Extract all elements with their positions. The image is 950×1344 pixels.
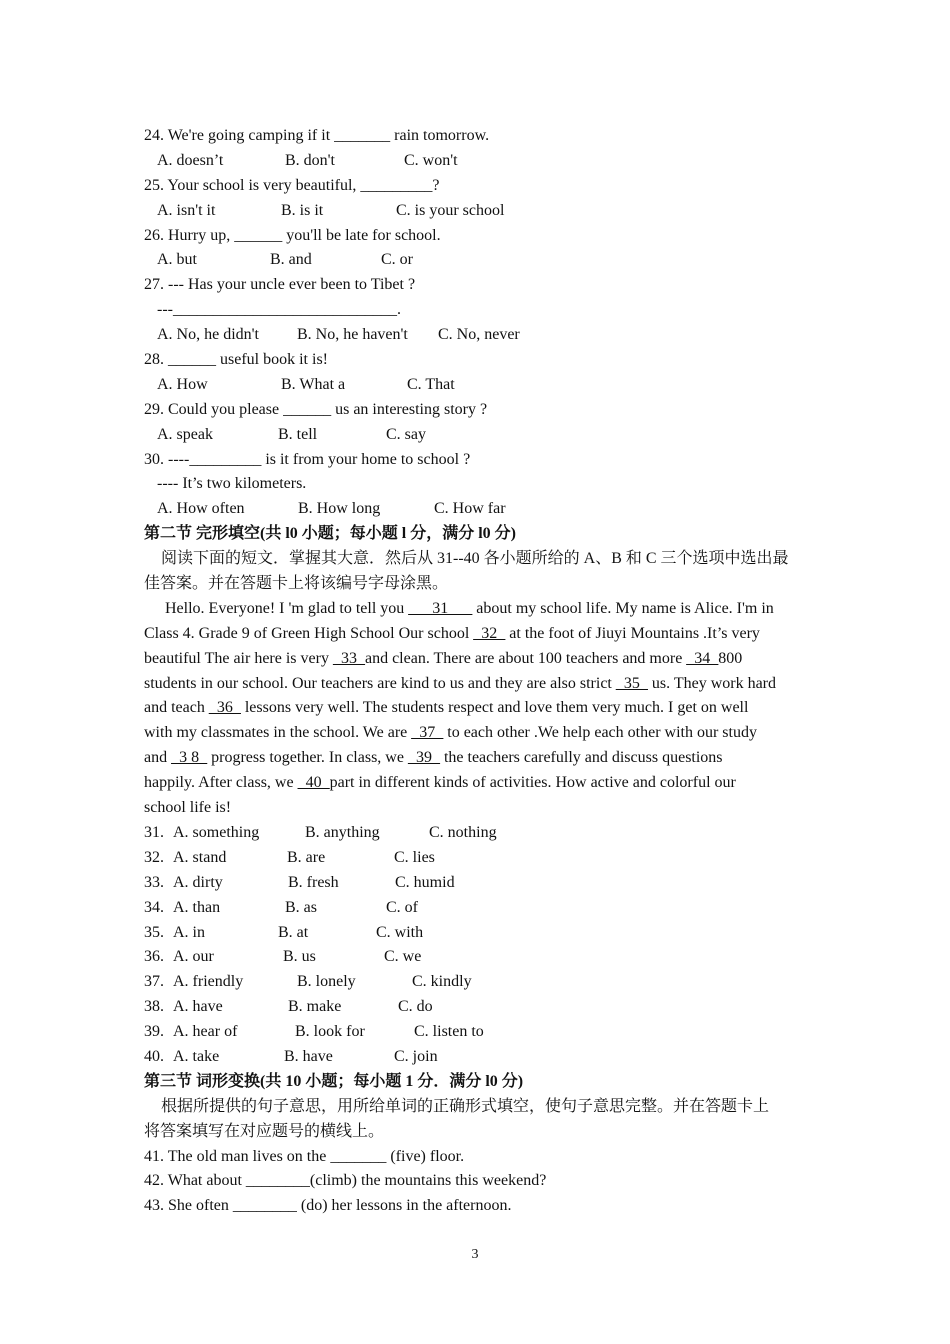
option-c: C. say — [386, 425, 426, 443]
option-b: B. What a — [281, 375, 346, 393]
option-a: A. isn't it — [157, 201, 216, 219]
option-c: C. lies — [394, 848, 435, 866]
option-number: 34. — [144, 898, 164, 916]
option-c: C. join — [394, 1047, 438, 1065]
option-number: 33. — [144, 873, 164, 891]
option-number: 32. — [144, 848, 164, 866]
option-number: 35. — [144, 923, 164, 941]
option-a: A. How — [157, 375, 208, 393]
question-26: 26. Hurry up, ______ you'll be late for school. — [144, 226, 441, 244]
section-3-instruction-cont: 将答案填写在对应题号的横线上。 — [144, 1122, 385, 1140]
option-b: B. have — [284, 1047, 333, 1065]
blank-35: _35_ — [615, 674, 648, 692]
option-c: C. No, never — [438, 326, 520, 344]
option-number: 38. — [144, 998, 164, 1016]
option-b: B. as — [285, 898, 317, 916]
option-b: B. tell — [278, 425, 318, 443]
option-c: C. listen to — [414, 1023, 484, 1041]
option-b: B. at — [278, 923, 309, 941]
passage-text: happily. After class, we — [144, 774, 298, 792]
passage-text: us. They work hard — [647, 674, 776, 692]
section-2-heading: 第二节 完形填空(共 l0 小题；每小题 l 分，满分 l0 分) — [144, 525, 516, 543]
passage-line: school life is! — [144, 799, 232, 817]
passage-text: to each other .We help each other with our study — [443, 724, 757, 742]
section-3-instruction: 根据所提供的句子意思，用所给单词的正确形式填空，使句子意思完整。并在答题卡上 — [161, 1097, 770, 1115]
option-a: A. take — [173, 1047, 220, 1065]
passage-line — [144, 746, 809, 771]
blank-40: _40_ — [297, 774, 330, 792]
cloze-options-36 — [144, 945, 809, 970]
option-number: 40. — [144, 1047, 164, 1065]
options-29 — [144, 423, 809, 448]
question-30: 30. ----_________ is it from your home to school ? — [144, 450, 471, 468]
passage-text: lessons very well. The students respect and love them very much. I get on well — [240, 699, 749, 717]
passage-line — [144, 696, 809, 721]
question-41: 41. The old man lives on the _______ (five) floor. — [144, 1147, 465, 1165]
option-c: C. kindly — [412, 973, 472, 991]
blank-39: _39_ — [407, 749, 440, 767]
passage-line — [144, 622, 809, 647]
option-number: 36. — [144, 948, 164, 966]
option-a: A. dirty — [173, 873, 223, 891]
option-b: B. anything — [305, 823, 380, 841]
option-b: B. fresh — [288, 873, 339, 891]
option-c: C. humid — [395, 873, 455, 891]
passage-line — [144, 771, 809, 796]
option-b: B. don't — [285, 151, 335, 169]
cloze-options-40 — [144, 1045, 809, 1070]
document-body — [144, 124, 809, 1219]
option-c: C. is your school — [396, 201, 505, 219]
question-25: 25. Your school is very beautiful, _________? — [144, 176, 440, 194]
passage-line — [144, 647, 809, 672]
cloze-options-33 — [144, 871, 809, 896]
option-a: A. doesn’t — [157, 151, 224, 169]
cloze-options-37 — [144, 970, 809, 995]
passage-text: Hello. Everyone! I 'm glad to tell you — [165, 599, 409, 617]
option-c: C. do — [398, 998, 433, 1016]
option-b: B. and — [270, 251, 312, 269]
page-number: 3 — [471, 1247, 479, 1262]
option-c: C. we — [384, 948, 422, 966]
blank-38: _3 8_ — [171, 749, 208, 767]
cloze-options-38 — [144, 995, 809, 1020]
blank-36: _36_ — [208, 699, 241, 717]
question-43: 43. She often ________ (do) her lessons in the afternoon. — [144, 1197, 512, 1215]
passage-text: and teach — [144, 699, 209, 717]
option-b: B. are — [287, 848, 326, 866]
option-c: C. of — [386, 898, 418, 916]
option-a: A. stand — [173, 848, 227, 866]
answer-line-27: ---____________________________. — [157, 301, 401, 319]
options-24 — [144, 149, 809, 174]
option-c: C. How far — [434, 500, 506, 518]
option-c: C. or — [381, 251, 413, 269]
option-b: B. No, he haven't — [297, 326, 408, 344]
options-26 — [144, 248, 809, 273]
option-a: A. than — [173, 898, 221, 916]
passage-line — [144, 672, 809, 697]
option-a: A. How often — [157, 500, 245, 518]
passage-text: the teachers carefully and discuss questions — [439, 749, 723, 767]
option-b: B. is it — [281, 201, 324, 219]
passage-text: part in different kinds of activities. How active and colorful our — [329, 774, 736, 792]
passage-text: about my school life. My name is Alice. I'm in — [472, 599, 774, 617]
cloze-options-32 — [144, 846, 809, 871]
option-c: C. That — [407, 375, 455, 393]
passage-text: 800 — [718, 649, 743, 667]
option-b: B. lonely — [297, 973, 356, 991]
question-24: 24. We're going camping if it _______ rain tomorrow. — [144, 127, 490, 144]
blank-34: _34_ — [686, 649, 719, 667]
option-b: B. look for — [295, 1023, 365, 1041]
option-a: A. friendly — [173, 973, 244, 991]
passage-text: beautiful The air here is very — [144, 649, 333, 667]
blank-31: ___31___ — [408, 599, 473, 617]
option-number: 37. — [144, 973, 164, 991]
answer-line-30: ---- It’s two kilometers. — [157, 475, 307, 493]
option-a: A. our — [173, 948, 214, 966]
option-a: A. in — [173, 923, 205, 941]
passage-text: and clean. There are about 100 teachers and more — [364, 649, 687, 667]
option-b: B. make — [288, 998, 342, 1016]
option-c: C. won't — [404, 151, 458, 169]
blank-32: _32_ — [473, 624, 506, 642]
option-number: 31. — [144, 823, 164, 841]
options-28 — [144, 373, 809, 398]
question-27: 27. --- Has your uncle ever been to Tibet ? — [144, 276, 416, 294]
cloze-options-39 — [144, 1020, 809, 1045]
blank-33: _33_ — [332, 649, 365, 667]
passage-text: and — [144, 749, 172, 767]
passage-text: with my classmates in the school. We are — [144, 724, 412, 742]
options-27 — [144, 323, 809, 348]
passage-text: progress together. In class, we — [207, 749, 408, 767]
option-c: C. with — [376, 923, 424, 941]
question-42: 42. What about ________(climb) the mountains this weekend? — [144, 1172, 547, 1190]
question-29: 29. Could you please ______ us an interesting story ? — [144, 400, 488, 418]
passage-text: Class 4. Grade 9 of Green High School Our school — [144, 624, 474, 642]
passage-text: at the foot of Jiuyi Mountains .It’s very — [505, 624, 760, 642]
option-a: A. something — [173, 823, 260, 841]
option-number: 39. — [144, 1023, 164, 1041]
option-a: A. hear of — [173, 1023, 238, 1041]
section-2-instruction: 阅读下面的短文．掌握其大意．然后从 31--40 各小题所给的 A、B 和 C 三个选项中选出最 — [161, 550, 789, 568]
section-2-instruction-cont: 佳答案。并在答题卡上将该编号字母涂黑。 — [144, 575, 449, 593]
passage-text: students in our school. Our teachers are kind to us and they are also strict — [144, 674, 616, 692]
option-a: A. speak — [157, 425, 213, 443]
question-28: 28. ______ useful book it is! — [144, 351, 328, 369]
option-b: B. us — [283, 948, 316, 966]
option-a: A. No, he didn't — [157, 326, 259, 344]
option-a: A. have — [173, 998, 223, 1016]
cloze-options-34 — [144, 896, 809, 921]
option-b: B. How long — [298, 500, 381, 518]
blank-37: _37_ — [411, 724, 444, 742]
section-3-heading: 第三节 词形变换(共 10 小题；每小题 1 分．满分 l0 分) — [144, 1072, 524, 1090]
options-25 — [144, 199, 809, 224]
passage-line — [144, 721, 809, 746]
option-a: A. but — [157, 251, 197, 269]
passage-line — [144, 597, 809, 622]
options-30 — [144, 497, 809, 522]
cloze-options-35 — [144, 921, 809, 946]
option-c: C. nothing — [429, 823, 497, 841]
cloze-options-31 — [144, 821, 809, 846]
